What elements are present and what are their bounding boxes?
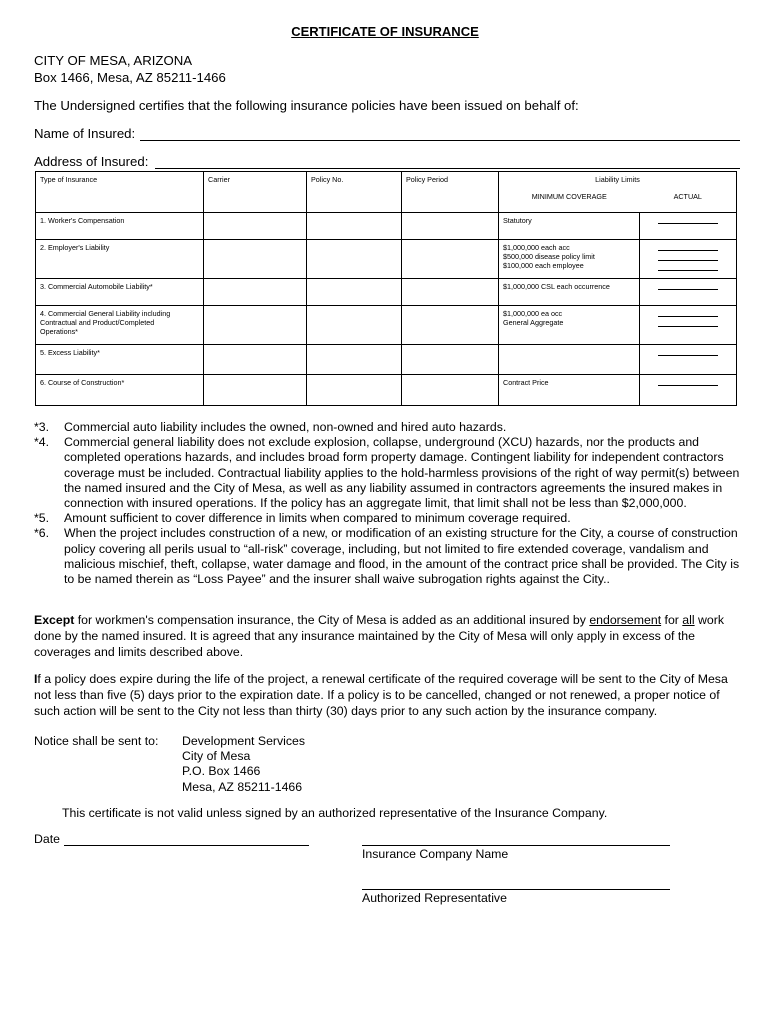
policy-no-cell[interactable] [307, 374, 402, 405]
policy-period-cell[interactable] [402, 305, 499, 345]
insurance-type-cell: 1. Worker's Compensation [36, 212, 204, 239]
footnote-mark: *4. [34, 435, 50, 450]
footnote-mark: *5. [34, 511, 50, 526]
policy-no-cell[interactable] [307, 212, 402, 239]
col-minimum-coverage: MINIMUM COVERAGE [499, 189, 640, 213]
footnotes [34, 420, 748, 587]
insurance-type-cell: 4. Commercial General Liability including Contractual and Product/Completed Operations* [36, 305, 204, 345]
footnote-6 [34, 526, 748, 587]
carrier-cell[interactable] [204, 278, 307, 305]
table-row [36, 239, 737, 278]
col-policy-no: Policy No. [307, 172, 402, 213]
document-title: CERTIFICATE OF INSURANCE [291, 24, 479, 39]
policy-no-cell[interactable] [307, 345, 402, 374]
renewal-paragraph [34, 672, 746, 719]
actual-coverage-cell[interactable] [640, 278, 737, 305]
minimum-coverage-cell: Contract Price [499, 374, 640, 405]
name-of-insured-field[interactable] [140, 140, 740, 141]
footnote-mark: *6. [34, 526, 50, 541]
col-carrier: Carrier [204, 172, 307, 213]
address-of-insured-field[interactable] [155, 168, 740, 169]
col-type-of-insurance: Type of Insurance [36, 172, 204, 213]
notice-address-line: Mesa, AZ 85211-1466 [182, 779, 303, 794]
actual-blank [658, 263, 718, 271]
footnote-text: Commercial general liability does not exclude explosion, collapse, underground (XCU) hazards, nor the products and completed operations hazards, and includes broad form property damage. Contingent liability for independent contractors coverage must be included. Contractual liability applies to the hold-harmless provisions of the right of way permit(s) between the named insured and the City of Mesa, as well as any liability assumed in contractors agreements the insured makes in connection with insured operations. If the policy has an aggregate limit, that limit shall not be less than $2,000,000. [64, 435, 740, 511]
footnote-3 [34, 420, 748, 435]
except-text: for [661, 613, 683, 627]
minimum-coverage-cell: $1,000,000 each acc $500,000 disease policy limit $100,000 each employee [499, 239, 640, 278]
table-row [36, 305, 737, 345]
policy-no-cell[interactable] [307, 239, 402, 278]
col-policy-period: Policy Period [402, 172, 499, 213]
col-liability-limits: Liability Limits [499, 172, 737, 189]
table-row [36, 374, 737, 405]
notice-address-line: Development Services [182, 734, 306, 748]
policy-period-cell[interactable] [402, 212, 499, 239]
actual-coverage-cell[interactable] [640, 374, 737, 405]
minimum-coverage-cell [499, 345, 640, 374]
insurance-type-cell: 6. Course of Construction* [36, 374, 204, 405]
minimum-coverage-cell: $1,000,000 CSL each occurrence [499, 278, 640, 305]
carrier-cell[interactable] [204, 345, 307, 374]
insurance-table [35, 171, 737, 406]
actual-blank [658, 319, 718, 327]
table-row [36, 278, 737, 305]
carrier-cell[interactable] [204, 239, 307, 278]
actual-blank [658, 253, 718, 261]
except-text: work done by the named insured. It is agreed that any insurance maintained by the City of Mesa will only apply in excess of the coverages and limits described above. [34, 613, 724, 659]
name-of-insured-label: Name of Insured: [34, 126, 136, 141]
actual-blank [658, 309, 718, 317]
policy-no-cell[interactable] [307, 278, 402, 305]
insurance-type-cell: 5. Excess Liability* [36, 345, 204, 374]
footnote-text: Commercial auto liability includes the owned, non-owned and hired auto hazards. [64, 420, 507, 434]
city-name: CITY OF MESA, ARIZONA [34, 53, 193, 68]
all-underlined: all [682, 613, 695, 627]
except-lead: Except [34, 613, 75, 627]
actual-coverage-cell[interactable] [640, 305, 737, 345]
policy-no-cell[interactable] [307, 305, 402, 345]
col-actual: ACTUAL [640, 189, 737, 213]
policy-period-cell[interactable] [402, 345, 499, 374]
table-header-row [36, 172, 737, 189]
carrier-cell[interactable] [204, 212, 307, 239]
address-of-insured-label: Address of Insured: [34, 154, 149, 169]
table-row [36, 212, 737, 239]
notice-address [182, 734, 305, 795]
policy-period-cell[interactable] [402, 374, 499, 405]
insurance-type-cell: 3. Commercial Automobile Liability* [36, 278, 204, 305]
renewal-text: f a policy does expire during the life of the project, a renewal certificate of the required coverage will be sent to the City of Mesa not less than five (5) days prior to the expiration date. If a policy is to be cancelled, changed or not renewed, a proper notice of such action will be sent to the City not less than thirty (30) days prior to any such action by the insurance company. [34, 672, 728, 718]
notice-address-line: City of Mesa [182, 749, 251, 764]
endorsement-underlined: endorsement [589, 613, 662, 627]
city-address: Box 1466, Mesa, AZ 85211-1466 [34, 70, 226, 85]
except-paragraph [34, 613, 746, 660]
actual-coverage-cell[interactable] [640, 239, 737, 278]
table-row [36, 345, 737, 374]
date-field[interactable] [64, 845, 309, 846]
actual-coverage-cell[interactable] [640, 345, 737, 374]
minimum-coverage-cell: Statutory [499, 212, 640, 239]
footnote-mark: *3. [34, 420, 50, 434]
actual-blank [658, 216, 718, 224]
authorized-representative-label: Authorized Representative [362, 891, 507, 905]
insurance-company-name-label: Insurance Company Name [362, 847, 509, 861]
validity-statement: This certificate is not valid unless signed by an authorized representative of the Insurance Company. [62, 806, 608, 820]
footnote-5 [34, 511, 748, 526]
carrier-cell[interactable] [204, 305, 307, 345]
actual-coverage-cell[interactable] [640, 212, 737, 239]
actual-blank [658, 378, 718, 386]
policy-period-cell[interactable] [402, 278, 499, 305]
insurance-type-cell: 2. Employer's Liability [36, 239, 204, 278]
policy-period-cell[interactable] [402, 239, 499, 278]
minimum-coverage-cell: $1,000,000 ea occ General Aggregate [499, 305, 640, 345]
authorized-representative-field[interactable] [362, 889, 670, 890]
except-text: for workmen's compensation insurance, the City of Mesa is added as an additional insured by [74, 613, 590, 627]
notice-address-line: P.O. Box 1466 [182, 764, 261, 779]
actual-blank [658, 282, 718, 290]
carrier-cell[interactable] [204, 374, 307, 405]
notice-label: Notice shall be sent to: [34, 734, 159, 748]
actual-blank [658, 243, 718, 251]
footnote-4 [34, 435, 748, 511]
insurance-company-name-field[interactable] [362, 845, 670, 846]
certification-statement: The Undersigned certifies that the following insurance policies have been issued on behalf of: [34, 98, 579, 113]
footnote-text: Amount sufficient to cover difference in limits when compared to minimum coverage required. [64, 511, 571, 526]
actual-blank [658, 348, 718, 356]
footnote-text: When the project includes construction of a new, or modification of an existing structure for the City, a course of construction policy covering all perils usual to “all-risk” coverage, including, but not limited to fire extended coverage, vandalism and malicious mischief, theft, collapse, water damage and flood, in the amount of the contract price shall be provided. The City is to be named therein as “Loss Payee” and the insurer shall waive subrogation rights against the City.. [64, 526, 740, 587]
date-label: Date [34, 832, 60, 846]
renewal-lead: I [34, 672, 38, 686]
